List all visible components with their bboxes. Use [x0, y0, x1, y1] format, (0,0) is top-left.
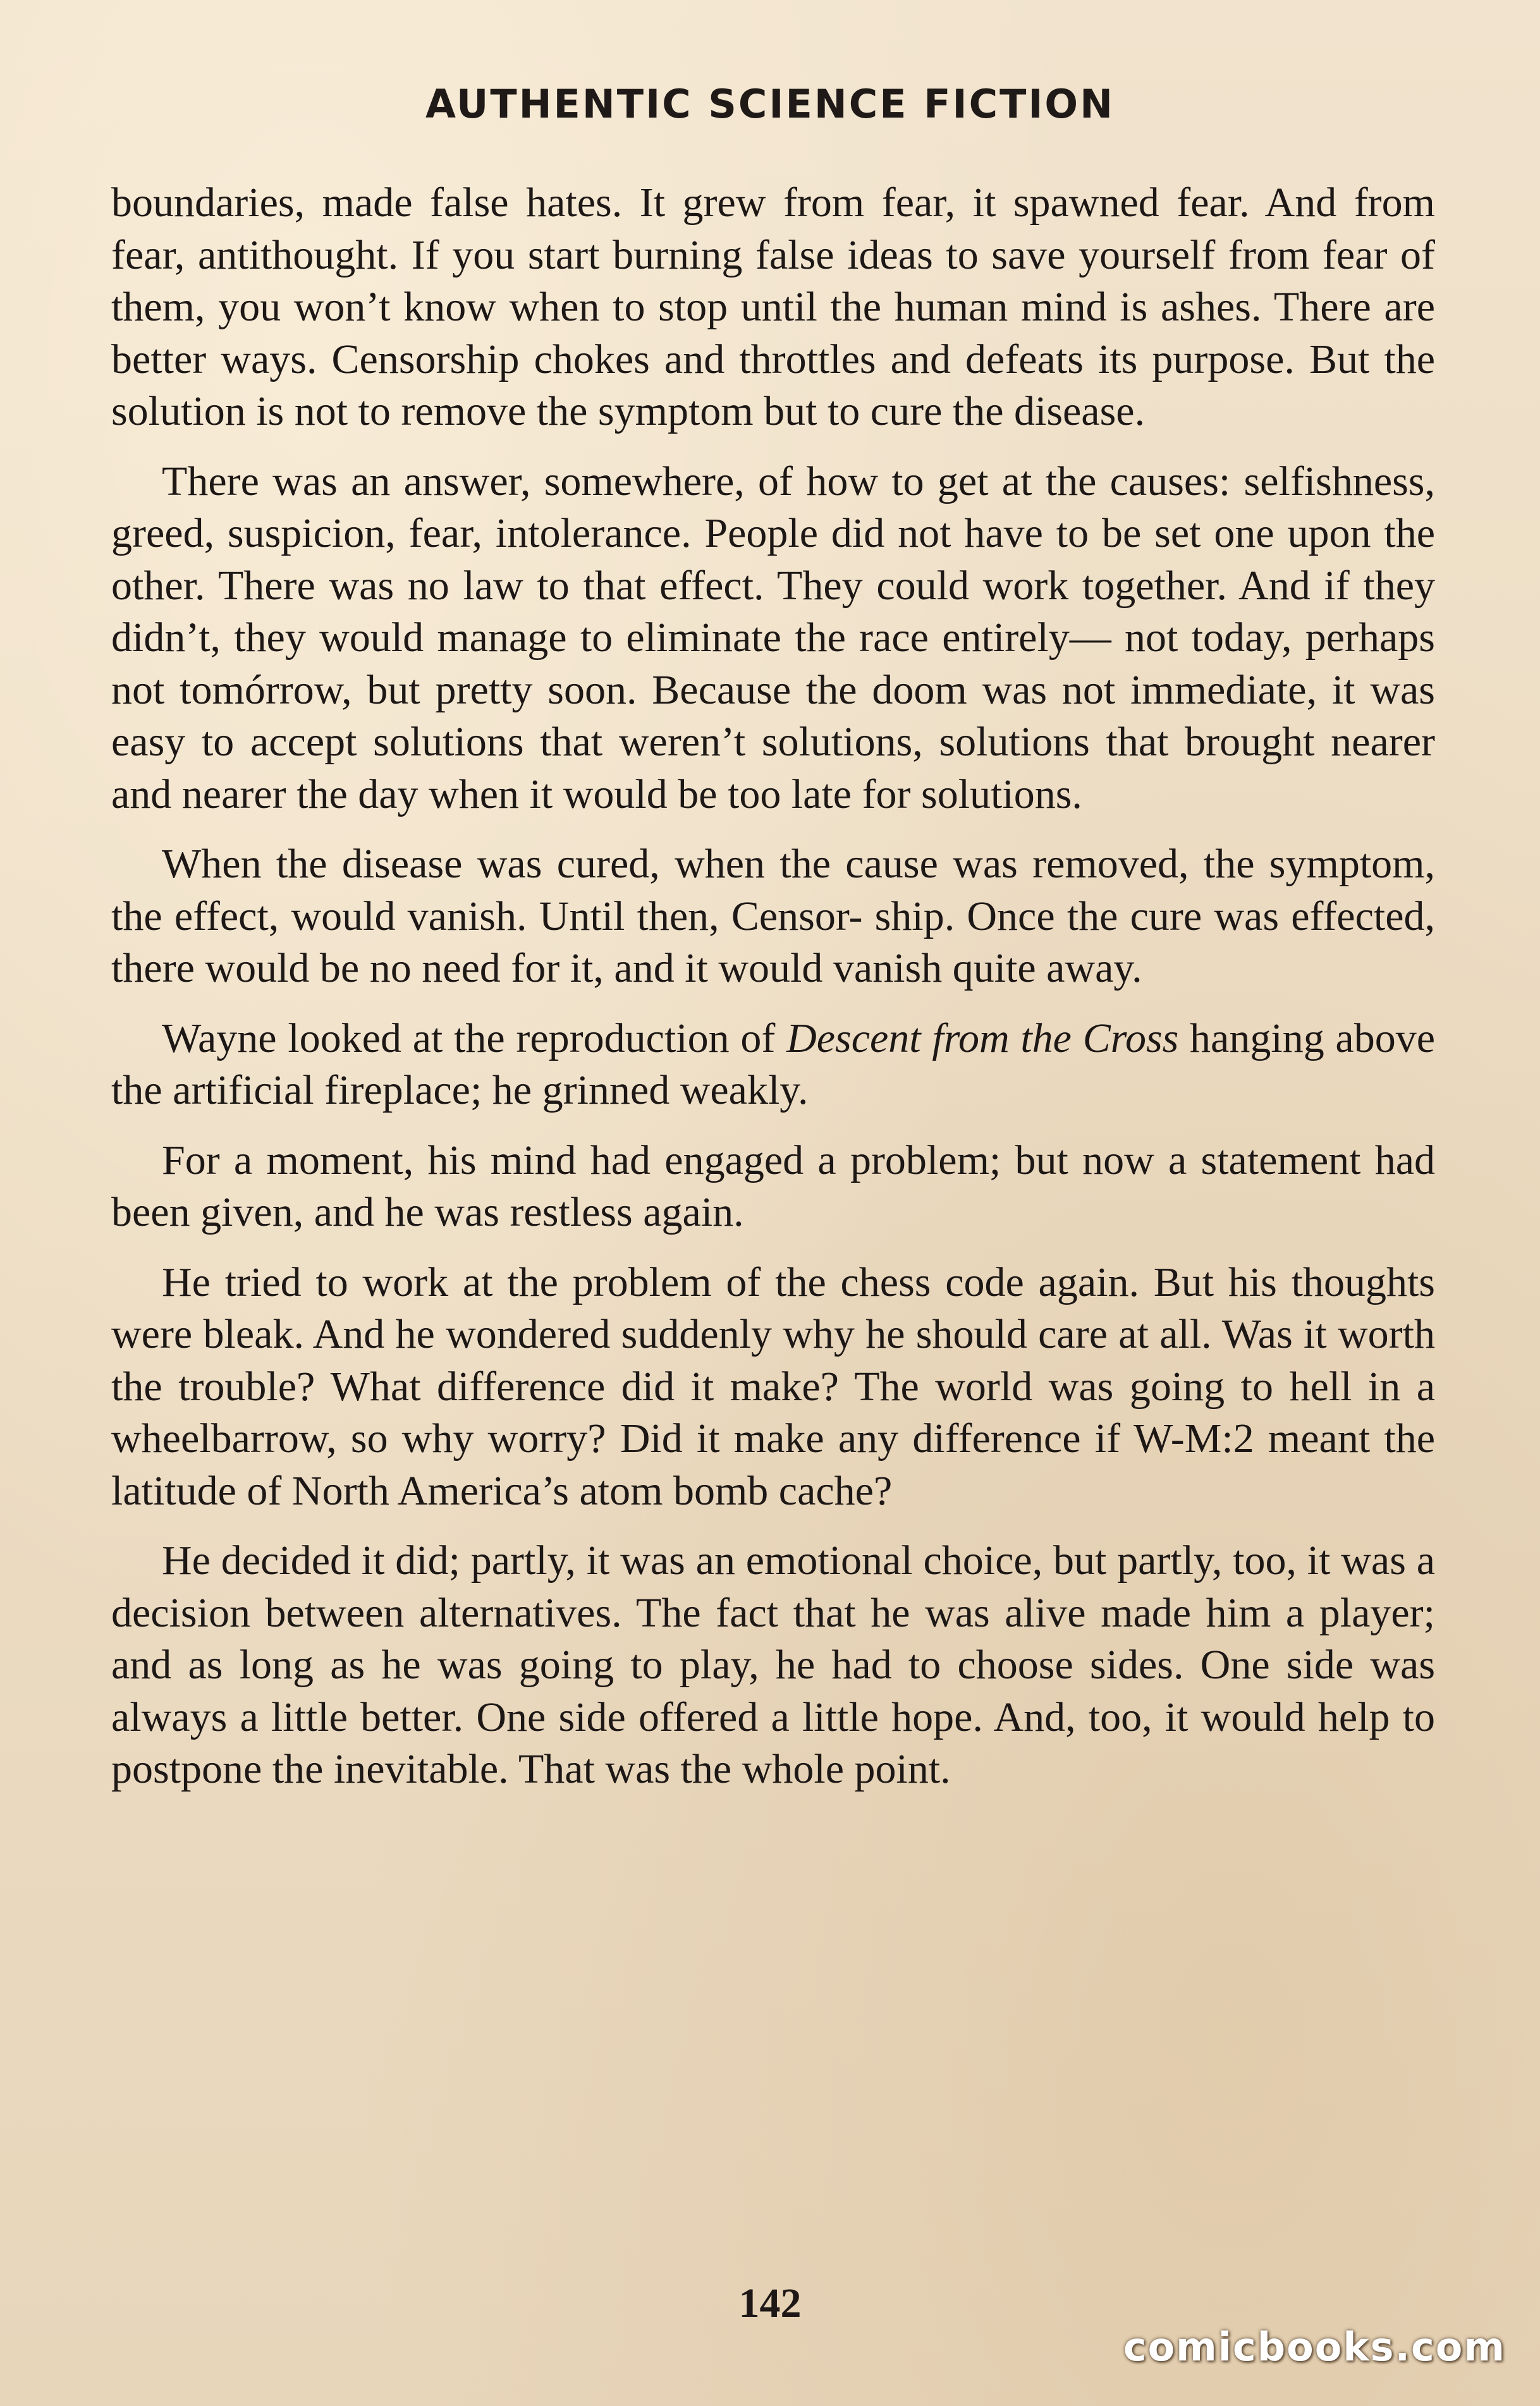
paragraph: He decided it did; partly, it was an emotional choice, but partly, too, it was a decision between alternatives. The fact that he was alive made him a player; and as long as he was going to play, he had to choose sides. One side was always a little better. One side offered a little hope. And, too, it would help to postpone the inevitable. That was the whole point.	[111, 1537, 1435, 1792]
page-number: 142	[738, 2280, 802, 2326]
body-text	[111, 177, 1435, 1814]
paragraph: For a moment, his mind had engaged a problem; but now a statement had been given, and he was restless again.	[111, 1137, 1435, 1235]
paragraph-continued: boundaries, made false hates. It grew from fear, it spawned fear. And from fear, antithought. If you start burning false ideas to save yourself from fear of them, you won’t know when to stop until the human mind is ashes. There are better ways. Censorship chokes and throttles and defeats its purpose. But the solution is not to remove the symptom but to cure the disease.	[111, 180, 1435, 434]
text-run: Wayne looked at the reproduction of	[162, 1015, 787, 1061]
paragraph: He tried to work at the problem of the chess code again. But his thoughts were bleak. And he wondered suddenly why he should care at all. Was it worth the trouble? What difference did it make? The world was going to hell in a wheelbarrow, so why worry? Did it make any difference if W-M:2 meant the latitude of North America’s atom bomb cache?	[111, 1259, 1435, 1514]
artwork-title: Descent from the Cross	[786, 1015, 1179, 1061]
paragraph-with-title	[111, 1013, 1435, 1117]
running-head: AUTHENTIC SCIENCE FICTION	[425, 81, 1115, 127]
text-run: hanging above the artificial fireplace; he grinned weakly.	[111, 1015, 1436, 1113]
watermark: comicbooks.com	[1123, 2324, 1506, 2370]
paragraph: There was an answer, somewhere, of how to get at the causes: selfishness, greed, suspicion, fear, intolerance. People did not have to be set one upon the other. There was no law to that effect. They could work together. And if they didn’t, they would manage to eliminate the race entirely— not today, perhaps not tomórrow, but pretty soon. Because the doom was not immediate, it was easy to accept solutions that weren’t solutions, solutions that brought nearer and nearer the day when it would be too late for solutions.	[111, 458, 1435, 817]
paragraph: When the disease was cured, when the cause was removed, the symptom, the effect, would vanish. Until then, Censor- ship. Once the cure was effected, there would be no need for it, and it would vanish quite away.	[111, 841, 1435, 991]
